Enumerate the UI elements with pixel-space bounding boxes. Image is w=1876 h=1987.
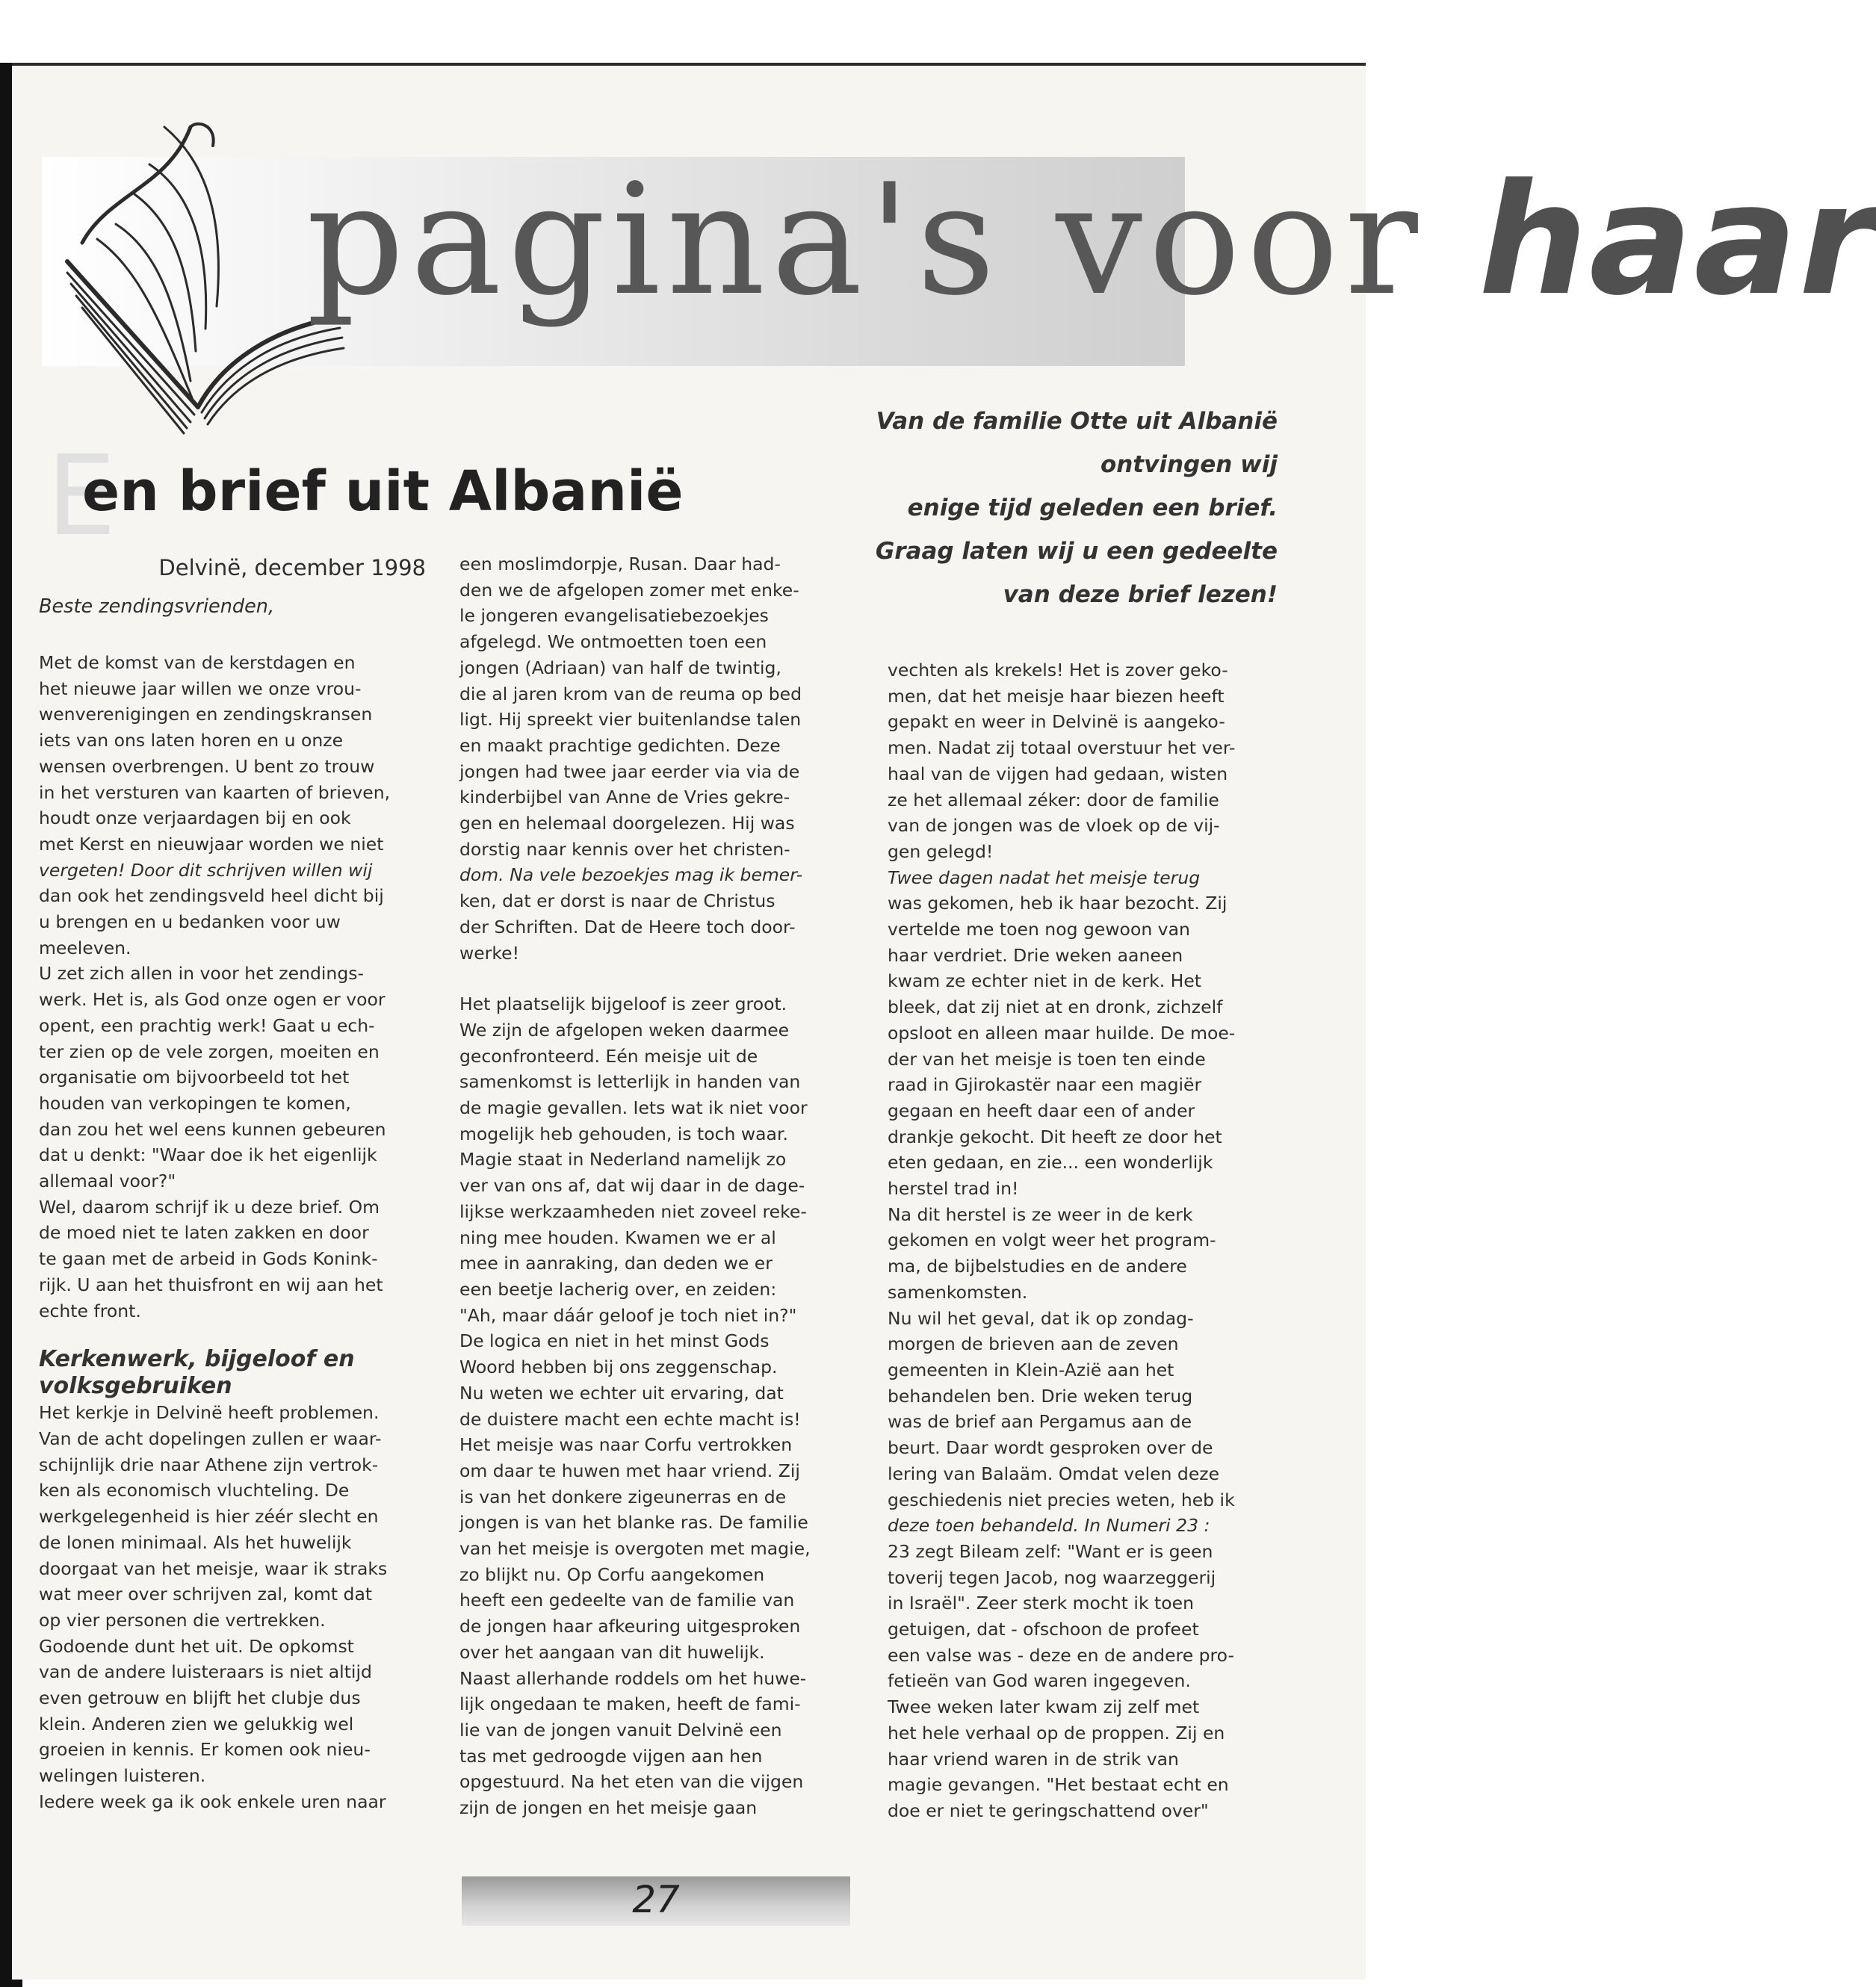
- text-line: met Kerst en nieuwjaar worden we niet: [39, 833, 384, 855]
- text-line: Naast allerhande roddels om het huwe-: [459, 1667, 807, 1689]
- text-line: allemaal voor?": [39, 1171, 176, 1192]
- text-line: dorstig naar kennis over het christen-: [459, 838, 790, 860]
- text-line: zijn de jongen en het meisje gaan: [459, 1797, 758, 1819]
- intro-line: enige tijd geleden een brief.: [907, 495, 1278, 521]
- text-line: kinderbijbel van Anne de Vries gekre-: [459, 787, 790, 808]
- text-line: de duistere macht een echte macht is!: [459, 1408, 801, 1430]
- text-line: mogelijk heb gehouden, is toch waar.: [459, 1123, 788, 1144]
- article-title: en brief uit Albanië: [82, 459, 684, 524]
- text-line: eten gedaan, en zie... een wonderlijk: [888, 1152, 1213, 1174]
- text-line: zo blijkt nu. Op Corfu aangekomen: [459, 1563, 765, 1585]
- text-line: haar verdriet. Drie weken aaneen: [888, 944, 1183, 966]
- text-line: Magie staat in Nederland namelijk zo: [459, 1149, 787, 1171]
- text-line: rijk. U aan het thuisfront en wij aan het: [39, 1274, 383, 1295]
- text-line: bleek, dat zij niet at en dronk, zichzelf: [888, 996, 1223, 1018]
- text-line: ter zien op de vele zorgen, moeiten en: [39, 1041, 380, 1062]
- text-line: gen en helemaal doorgelezen. Hij was: [459, 813, 795, 834]
- text-line: ken als economisch vluchteling. De: [39, 1480, 350, 1501]
- text-line: de magie gevallen. Iets wat ik niet voor: [459, 1097, 808, 1119]
- column-1: [39, 551, 427, 1815]
- text-line: werke!: [459, 942, 519, 964]
- text-line: Het meisje was naar Corfu vertrokken: [459, 1434, 793, 1456]
- text-line: is van het donkere zigeunerras en de: [459, 1486, 787, 1507]
- text-line: werk. Het is, als God onze ogen er voor: [39, 989, 386, 1011]
- text-line: ken, dat er dorst is naar de Christus: [459, 890, 776, 912]
- text-line: haal van de vijgen had gedaan, wisten: [888, 763, 1228, 784]
- text-line: le jongeren evangelisatiebezoekjes: [459, 605, 769, 627]
- text-line: Twee dagen nadat het meisje terug: [888, 867, 1201, 888]
- column-2: [459, 551, 863, 1821]
- text-line: opent, een prachtig werk! Gaat u ech-: [39, 1014, 375, 1036]
- text-line: ligt. Hij spreekt vier buitenlandse talen: [459, 709, 802, 731]
- text-line: gemeenten in Klein-Azië aan het: [888, 1359, 1174, 1380]
- text-line: vertelde me toen nog gewoon van: [888, 919, 1190, 940]
- text-line: Nu wil het geval, dat ik op zondag-: [888, 1307, 1194, 1329]
- text-line: gepakt en weer in Delvinë is aangeko-: [888, 711, 1225, 733]
- subheading-line-2: volksgebruiken: [39, 1373, 232, 1400]
- text-line: Wel, daarom schrijf ik u deze brief. Om: [39, 1196, 380, 1218]
- text-line: samenkomst is letterlijk in handen van: [459, 1071, 801, 1093]
- text-line: getuigen, dat - ofschoon de profeet: [888, 1619, 1199, 1640]
- text-line: even getrouw en blijft het clubje dus: [39, 1687, 361, 1709]
- text-line: vechten als krekels! Het is zover geko-: [888, 660, 1228, 681]
- intro-line: Van de familie Otte uit Albanië: [876, 408, 1278, 435]
- text-line: van de jongen was de vloek op de vij-: [888, 815, 1220, 837]
- text-line: Na dit herstel is ze weer in de kerk: [888, 1203, 1193, 1225]
- text-line: geconfronteerd. Eén meisje uit de: [459, 1045, 758, 1067]
- intro-line: van deze brief lezen!: [1003, 581, 1278, 608]
- text-line: raad in Gjirokastër naar een magiër: [888, 1074, 1202, 1096]
- text-line: het nieuwe jaar willen we onze vrou-: [39, 678, 362, 699]
- text-line: drankje gekocht. Dit heeft ze door het: [888, 1126, 1222, 1147]
- text-line: samenkomsten.: [888, 1281, 1028, 1303]
- text-line: Godoende dunt het uit. De opkomst: [39, 1635, 354, 1657]
- article-intro: [859, 400, 1278, 616]
- text-line: wensen overbrengen. U bent zo trouw: [39, 755, 375, 777]
- text-line: jongen is van het blanke ras. De familie: [459, 1512, 808, 1534]
- text-line: lijkse werkzaamheden niet zoveel reke-: [459, 1200, 807, 1222]
- text-line: De logica en niet in het minst Gods: [459, 1330, 770, 1352]
- text-line: wenverenigingen en zendingskransen: [39, 704, 373, 725]
- text-line: lie van de jongen vanuit Delvinë een: [459, 1719, 782, 1740]
- text-line: afgelegd. We ontmoetten toen een: [459, 631, 767, 653]
- column-1-text-a: [39, 650, 427, 1324]
- text-line: Met de komst van de kerstdagen en: [39, 652, 356, 673]
- text-line: een beetje lacherig over, en zeiden:: [459, 1278, 777, 1300]
- text-line: men, dat het meisje haar biezen heeft: [888, 685, 1225, 707]
- text-line: ning mee houden. Kwamen we er al: [459, 1227, 776, 1248]
- text-line: groeien in kennis. Er komen ook nieu-: [39, 1739, 371, 1761]
- text-line: houdt onze verjaardagen bij en ook: [39, 807, 351, 829]
- text-line: welingen luisteren.: [39, 1765, 206, 1787]
- text-line: dom. Na vele bezoekjes mag ik bemer-: [459, 864, 803, 886]
- masthead-bold: haar: [1479, 152, 1876, 329]
- text-line: geschiedenis niet precies weten, heb ik: [888, 1489, 1235, 1510]
- text-line: kwam ze echter niet in de kerk. Het: [888, 970, 1202, 992]
- text-line: tas met gedroogde vijgen aan hen: [459, 1745, 763, 1767]
- text-line: jongen (Adriaan) van half de twintig,: [459, 657, 781, 678]
- text-line: Het plaatselijk bijgeloof is zeer groot.: [459, 994, 787, 1015]
- text-line: doe er niet te geringschattend over": [888, 1800, 1209, 1821]
- text-line: iets van ons laten horen en u onze: [39, 730, 344, 751]
- text-line: We zijn de afgelopen weken daarmee: [459, 1019, 790, 1041]
- text-line: houden van verkopingen te komen,: [39, 1092, 351, 1114]
- text-line: ma, de bijbelstudies en de andere: [888, 1256, 1187, 1277]
- text-line: 23 zegt Bileam zelf: "Want er is geen: [888, 1540, 1213, 1562]
- text-line: dan zou het wel eens kunnen gebeuren: [39, 1118, 386, 1140]
- text-line: over het aangaan van dit huwelijk.: [459, 1641, 765, 1663]
- text-line: haar vriend waren in de strik van: [888, 1748, 1179, 1770]
- text-line: behandelen ben. Drie weken terug: [888, 1385, 1193, 1407]
- text-line: ver van ons af, dat wij daar in de dage-: [459, 1175, 805, 1197]
- text-line: en maakt prachtige gedichten. Deze: [459, 734, 781, 756]
- text-line: toverij tegen Jacob, nog waarzeggerij: [888, 1566, 1216, 1588]
- text-line: van het meisje is overgoten met magie,: [459, 1538, 811, 1560]
- text-line: "Ah, maar dáár geloof je toch niet in?": [459, 1304, 797, 1326]
- subheading-line-1: Kerkenwerk, bijgeloof en: [39, 1346, 355, 1373]
- text-line: der van het meisje is toen ten einde: [888, 1048, 1206, 1070]
- text-line: in Israël". Zeer sterk mocht ik toen: [888, 1593, 1194, 1614]
- text-line: van de andere luisteraars is niet altijd: [39, 1661, 372, 1683]
- text-line: magie gevangen. "Het bestaat echt en: [888, 1774, 1229, 1796]
- text-line: fetieën van God waren ingegeven.: [888, 1670, 1191, 1692]
- letter-salutation: Beste zendingsvrienden,: [39, 595, 275, 618]
- text-line: deze toen behandeld. In Numeri 23 :: [888, 1515, 1210, 1537]
- column-3-text: [888, 657, 1284, 1824]
- text-line: wat meer over schrijven zal, komt dat: [39, 1584, 373, 1605]
- section-masthead: [306, 152, 1876, 329]
- text-line: opgestuurd. Na het eten van die vijgen: [459, 1771, 804, 1793]
- intro-line: Graag laten wij u een gedeelte: [875, 538, 1278, 565]
- text-line: Van de acht dopelingen zullen er waar-: [39, 1428, 382, 1449]
- text-line: was de brief aan Pergamus aan de: [888, 1411, 1192, 1433]
- column-2-text-b: [459, 991, 863, 1821]
- text-line: ze het allemaal zéker: door de familie: [888, 789, 1219, 810]
- intro-line: ontvingen wij: [1100, 451, 1278, 478]
- column-3: [888, 657, 1284, 1824]
- text-line: Het kerkje in Delvinë heeft problemen.: [39, 1402, 380, 1424]
- text-line: Woord hebben bij ons zeggenschap.: [459, 1357, 778, 1378]
- text-line: mee in aanraking, dan deden we er: [459, 1253, 773, 1274]
- text-line: morgen de brieven aan de zeven: [888, 1333, 1179, 1355]
- text-line: gegaan en heeft daar een of ander: [888, 1100, 1195, 1121]
- text-line: heeft een gedeelte van de familie van: [459, 1590, 795, 1611]
- text-line: lijk ongedaan te maken, heeft de fami-: [459, 1693, 801, 1715]
- letter-dateline: Delvinë, december 1998: [158, 555, 426, 580]
- text-line: den we de afgelopen zomer met enke-: [459, 579, 799, 601]
- text-line: Nu weten we echter uit ervaring, dat: [459, 1382, 784, 1404]
- text-line: de jongen haar afkeuring uitgesproken: [459, 1616, 801, 1637]
- text-line: dan ook het zendingsveld heel dicht bij: [39, 885, 384, 907]
- text-line: te gaan met de arbeid in Gods Konink-: [39, 1248, 378, 1270]
- text-line: klein. Anderen zien we gelukkig wel: [39, 1713, 354, 1735]
- text-line: het hele verhaal op de proppen. Zij en: [888, 1722, 1225, 1743]
- text-line: gen gelegd!: [888, 840, 994, 862]
- text-line: echte front.: [39, 1300, 141, 1321]
- text-line: Twee weken later kwam zij zelf met: [888, 1696, 1200, 1718]
- column-1-text-b: [39, 1400, 427, 1814]
- text-line: dat u denkt: "Waar doe ik het eigenlijk: [39, 1144, 377, 1166]
- text-line: organisatie om bijvoorbeeld tot het: [39, 1067, 350, 1088]
- text-line: Iedere week ga ik ook enkele uren naar: [39, 1791, 386, 1812]
- text-line: men. Nadat zij totaal overstuur het ver-: [888, 737, 1236, 759]
- text-line: de lonen minimaal. Als het huwelijk: [39, 1531, 352, 1553]
- text-line: vergeten! Door dit schrijven willen wij: [39, 859, 373, 881]
- column-2-text-a: [459, 551, 863, 966]
- text-line: werkgelegenheid is hier zéér slecht en: [39, 1506, 379, 1528]
- text-line: de moed niet te laten zakken en door: [39, 1222, 369, 1244]
- text-line: op vier personen die vertrekken.: [39, 1609, 326, 1631]
- text-line: jongen had twee jaar eerder via via de: [459, 760, 800, 782]
- text-line: herstel trad in!: [888, 1178, 1019, 1200]
- text-line: meeleven.: [39, 937, 131, 958]
- text-line: een valse was - deze en de andere pro-: [888, 1644, 1234, 1666]
- text-line: in het versturen van kaarten of brieven,: [39, 781, 391, 803]
- text-line: om daar te huwen met haar vriend. Zij: [459, 1460, 800, 1481]
- text-line: gekomen en volgt weer het program-: [888, 1230, 1216, 1251]
- text-line: U zet zich allen in voor het zendings-: [39, 963, 364, 985]
- text-line: schijnlijk drie naar Athene zijn vertrok-: [39, 1454, 379, 1475]
- text-line: was gekomen, heb ik haar bezocht. Zij: [888, 893, 1228, 914]
- text-line: u brengen en u bedanken voor uw: [39, 911, 341, 933]
- text-line: der Schriften. Dat de Heere toch door-: [459, 916, 796, 937]
- text-line: lering van Balaäm. Omdat velen deze: [888, 1463, 1220, 1484]
- title-drop-cap: E: [46, 432, 117, 560]
- masthead-light: pagina's voor: [306, 152, 1479, 329]
- text-line: doorgaat van het meisje, waar ik straks: [39, 1557, 388, 1579]
- text-line: opsloot en alleen maar huilde. De moe-: [888, 1022, 1236, 1044]
- page-number: 27: [632, 1878, 680, 1921]
- text-line: die al jaren krom van de reuma op bed: [459, 683, 802, 704]
- text-line: een moslimdorpje, Rusan. Daar had-: [459, 554, 781, 574]
- text-line: beurt. Daar wordt gesproken over de: [888, 1437, 1213, 1459]
